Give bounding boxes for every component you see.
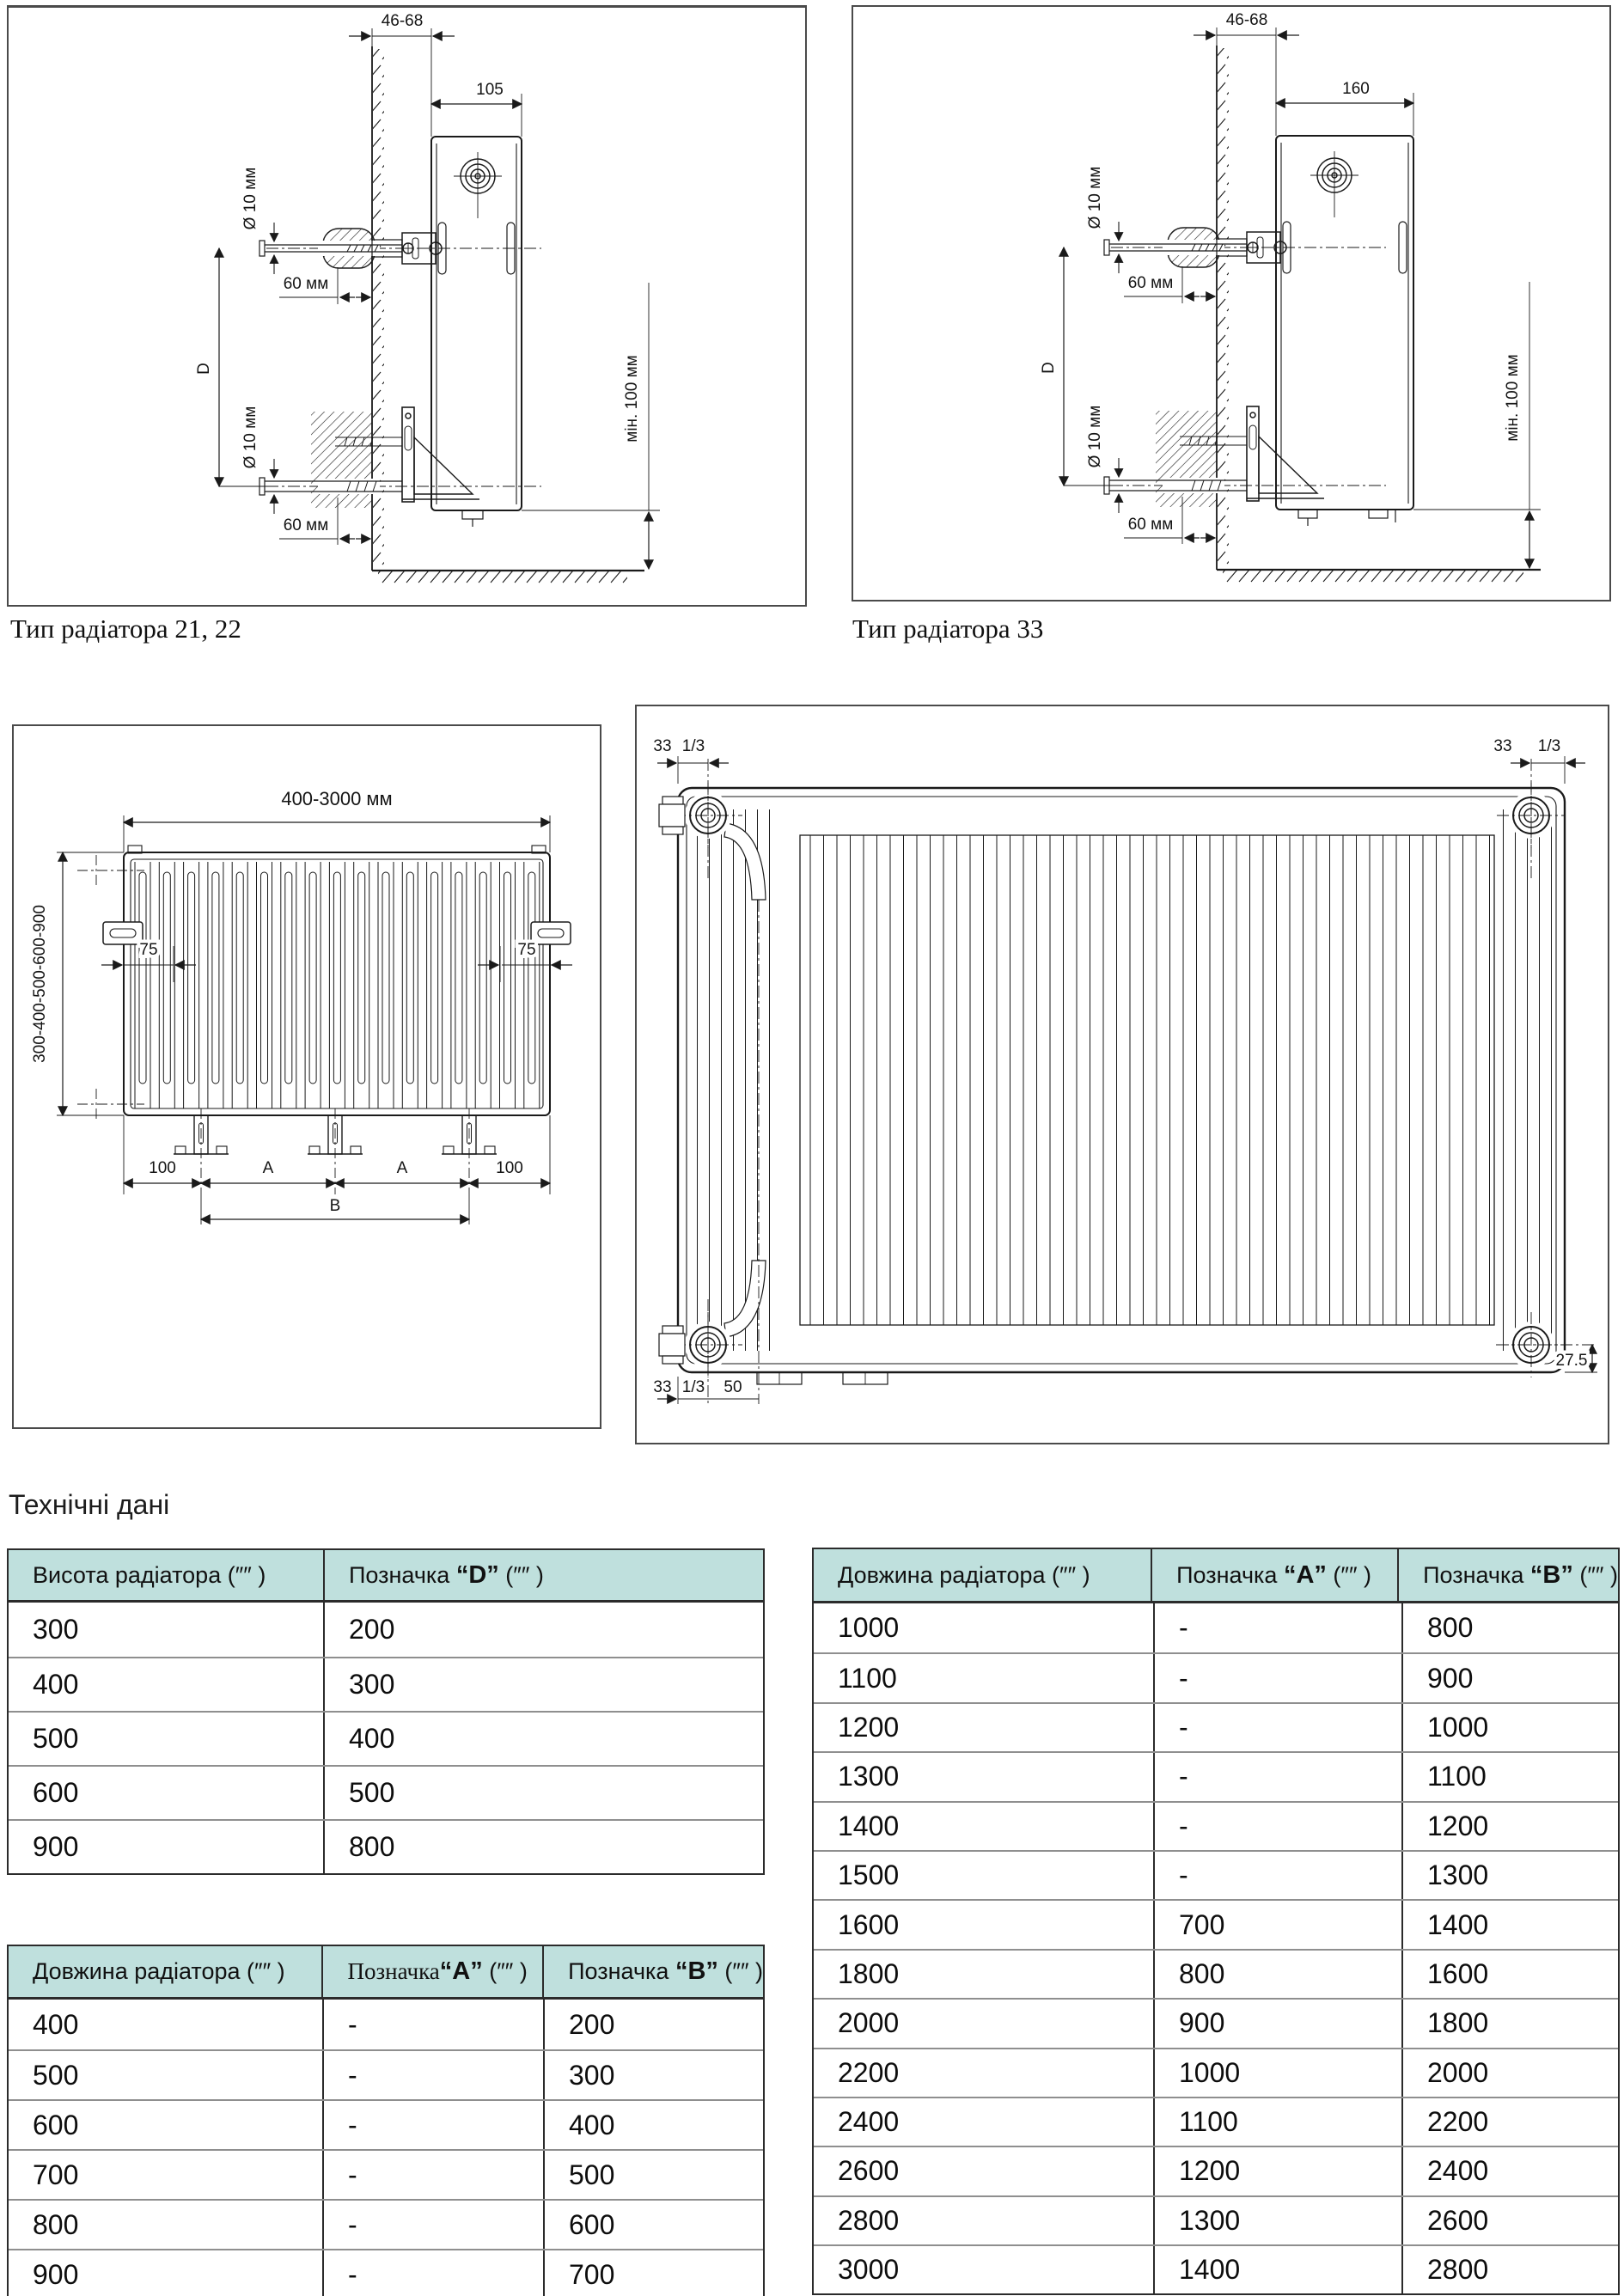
dimension-depth <box>431 94 522 137</box>
air-vent-valve <box>1310 151 1358 217</box>
table-cell: 2000 <box>1401 2049 1618 2097</box>
table-cell: - <box>1153 1654 1401 1701</box>
table-cell: 900 <box>33 2258 79 2290</box>
table-cell: - <box>322 2101 543 2149</box>
label-33-tr: 33 <box>1493 737 1512 755</box>
label-third-tl: 1/3 <box>681 737 705 755</box>
table-cell: 1800 <box>838 1957 900 1989</box>
table-row <box>814 1603 1618 1652</box>
label-anchor-depth-bottom: 60 мм <box>1127 516 1174 534</box>
label-height-mark: D <box>195 363 213 375</box>
table-cell: 1100 <box>1401 1753 1618 1800</box>
table-length-vs-ab-large <box>812 1548 1620 2295</box>
table-cell: 500 <box>323 1767 763 1819</box>
label-anchor-dia-top: Ø 10 мм <box>1086 166 1104 229</box>
table-cell: 1000 <box>1153 2049 1401 2097</box>
table-row <box>814 2097 1618 2146</box>
front-view-33-drawing <box>637 706 1604 1439</box>
label-50-bl: 50 <box>723 1378 742 1396</box>
table-cell: 2800 <box>1401 2246 1618 2293</box>
table-cell: 1300 <box>1401 1852 1618 1899</box>
radiator-side-view <box>1276 136 1413 526</box>
table-header-row <box>814 1549 1618 1603</box>
table-row <box>814 2244 1618 2293</box>
table-row <box>814 1998 1618 2047</box>
table-cell: 3000 <box>838 2254 900 2286</box>
table-row <box>9 2000 763 2049</box>
label-height-range: 300-400-500-600-900 <box>31 905 49 1063</box>
label-third-tr: 1/3 <box>1537 737 1561 755</box>
table-cell: 1400 <box>1153 2246 1401 2293</box>
table-cell: 500 <box>543 2151 763 2199</box>
table-row <box>814 2146 1618 2195</box>
table-cell: - <box>1153 1704 1401 1751</box>
bottom-bracket-assembly <box>259 407 541 508</box>
table-cell: 1000 <box>1401 1704 1618 1751</box>
table-length-vs-ab-small <box>7 1945 765 2296</box>
table-row <box>814 1949 1618 1998</box>
label-wall-gap: 46-68 <box>1225 11 1268 29</box>
label-depth: 105 <box>476 81 504 99</box>
table-row <box>9 1819 763 1873</box>
table-cell: 400 <box>33 1669 79 1700</box>
table-row <box>814 1850 1618 1899</box>
table-row <box>9 1657 763 1711</box>
table-cell: 400 <box>33 2008 79 2040</box>
label-width-range: 400-3000 мм <box>281 788 393 809</box>
diagram-front-view-mounting <box>12 724 601 1429</box>
table-cell: 700 <box>33 2159 79 2190</box>
table-header-row <box>9 1946 763 2000</box>
table-cell: 1200 <box>1401 1803 1618 1850</box>
corrugations <box>135 862 540 1108</box>
table-cell: - <box>1153 1803 1401 1850</box>
table-cell: - <box>322 2151 543 2199</box>
table-row <box>9 1603 763 1657</box>
caption-type-21-22: Тип радіатора 21, 22 <box>10 614 241 644</box>
wall-bracket-plates <box>103 922 571 944</box>
table-cell: 900 <box>33 1831 79 1862</box>
table-cell: 600 <box>33 2109 79 2140</box>
table-cell: 300 <box>323 1658 763 1711</box>
table-row <box>814 1702 1618 1751</box>
table-cell: 600 <box>33 1777 79 1808</box>
label-anchor-depth-top: 60 мм <box>1127 274 1174 292</box>
top-bracket-assembly <box>259 229 541 268</box>
column-header: Висота радіатора (″″ ) <box>33 1561 266 1588</box>
table-cell: 200 <box>323 1603 763 1657</box>
table-cell: - <box>322 2250 543 2296</box>
central-fin-field <box>800 835 1494 1325</box>
table-cell: 1200 <box>1153 2147 1401 2195</box>
table-cell: 800 <box>323 1821 763 1873</box>
label-anchor-dia-bottom: Ø 10 мм <box>1086 405 1104 468</box>
label-anchor-dia-top: Ø 10 мм <box>241 167 259 230</box>
caption-type-33: Тип радіатора 33 <box>852 614 1044 644</box>
hanger-slot <box>1399 222 1407 273</box>
table-row <box>814 2048 1618 2097</box>
dimension-depth <box>1276 93 1413 136</box>
table-cell: 2200 <box>838 2056 900 2088</box>
column-header: Позначка “B” (″″ ) <box>1397 1549 1618 1601</box>
hex-fittings <box>659 797 685 1364</box>
table-cell: 1100 <box>838 1662 897 1694</box>
label-span-a2: A <box>396 1159 408 1177</box>
label-edge-left: 100 <box>149 1159 176 1177</box>
table-cell: 900 <box>1153 2000 1401 2047</box>
diagram-side-view-type21-22 <box>7 5 807 607</box>
label-anchor-depth-top: 60 мм <box>283 275 329 293</box>
feet <box>757 1372 888 1384</box>
table-cell: - <box>322 2051 543 2099</box>
column-header: Позначка “A” (″″ ) <box>321 1946 542 1997</box>
table-cell: 2800 <box>838 2204 900 2236</box>
table-cell: - <box>322 2201 543 2249</box>
table-cell: - <box>322 2000 543 2049</box>
table-cell: - <box>1153 1852 1401 1899</box>
column-header: Довжина радіатора (″″ ) <box>838 1561 1090 1588</box>
label-height-mark: D <box>1040 362 1058 374</box>
floor-feet-brackets <box>174 1108 497 1194</box>
table-cell: 1300 <box>838 1761 900 1792</box>
table-cell: 2600 <box>1401 2197 1618 2244</box>
table-cell: 1100 <box>1153 2098 1401 2146</box>
label-anchor-depth-bottom: 60 мм <box>283 516 329 534</box>
label-span-b: B <box>329 1197 341 1215</box>
table-row <box>9 2049 763 2099</box>
table-cell: 700 <box>543 2250 763 2296</box>
dimension-height-range <box>57 852 124 1115</box>
table-row <box>814 2195 1618 2244</box>
table-row <box>9 1765 763 1819</box>
table-row <box>9 1711 763 1765</box>
label-27-5: 27.5 <box>1555 1352 1588 1370</box>
left-end-fins <box>693 809 779 1351</box>
table-cell: 400 <box>543 2101 763 2149</box>
column-header: Довжина радіатора (″″ ) <box>33 1958 285 1984</box>
radiator-front-view <box>124 846 550 1115</box>
dimension-wall-gap <box>1194 27 1299 136</box>
table-cell: 300 <box>543 2051 763 2099</box>
table-row <box>814 1899 1618 1948</box>
table-cell: 300 <box>33 1614 79 1645</box>
label-edge-right: 100 <box>496 1159 523 1177</box>
table-cell: 900 <box>1401 1654 1618 1701</box>
table-cell: 2400 <box>838 2106 900 2138</box>
center-marks <box>77 855 144 1120</box>
label-inset-right: 75 <box>517 941 536 959</box>
column-header: Позначка “B” (″″ ) <box>542 1946 763 1997</box>
label-inset-left: 75 <box>139 941 158 959</box>
side-view-drawing-21-22 <box>9 8 805 605</box>
table-row <box>9 2199 763 2249</box>
table-cell: 1500 <box>838 1859 900 1891</box>
radiator-33-front <box>678 788 1565 1372</box>
bottom-bracket-assembly <box>1104 406 1386 507</box>
table-cell: 2200 <box>1401 2098 1618 2146</box>
table-row <box>814 1652 1618 1701</box>
label-wall-gap: 46-68 <box>381 12 424 30</box>
label-span-a1: A <box>262 1159 274 1177</box>
table-cell: 1800 <box>1401 2000 1618 2047</box>
diagram-front-view-type33 <box>635 705 1609 1444</box>
table-cell: - <box>1153 1603 1401 1652</box>
table-row <box>9 2149 763 2199</box>
table-cell: 2600 <box>838 2155 900 2187</box>
table-cell: 500 <box>33 2059 79 2091</box>
table-cell: 1600 <box>1401 1951 1618 1998</box>
dimension-wall-gap <box>349 28 455 137</box>
diagram-side-view-type33 <box>852 5 1611 601</box>
table-cell: 400 <box>323 1713 763 1765</box>
right-end-fins <box>1498 809 1554 1351</box>
table-cell: 2400 <box>1401 2147 1618 2195</box>
table-cell: 800 <box>33 2208 79 2240</box>
label-depth: 160 <box>1342 80 1370 98</box>
table-cell: 1000 <box>838 1612 900 1644</box>
label-anchor-dia-bottom: Ø 10 мм <box>241 406 259 469</box>
table-cell: 200 <box>543 2000 763 2049</box>
column-header: Позначка “A” (″″ ) <box>1151 1549 1397 1601</box>
label-33-tl: 33 <box>653 737 672 755</box>
table-cell: 1400 <box>1401 1901 1618 1948</box>
table-row <box>814 1751 1618 1800</box>
label-33-bl: 33 <box>653 1378 672 1396</box>
front-view-drawing <box>14 726 596 1424</box>
section-title: Технічні дані <box>9 1489 170 1520</box>
column-header: Позначка “D” (″″ ) <box>323 1550 763 1600</box>
table-row <box>9 2249 763 2296</box>
table-cell: 1400 <box>838 1810 900 1841</box>
label-floor-clearance: мін. 100 мм <box>1504 354 1522 442</box>
floor <box>1217 570 1541 583</box>
table-cell: 2000 <box>838 2007 900 2039</box>
table-height-vs-d <box>7 1548 765 1875</box>
air-vent-valve <box>454 152 502 218</box>
table-cell: - <box>1153 1753 1401 1800</box>
table-header-row <box>9 1550 763 1603</box>
side-view-drawing-33 <box>853 7 1606 596</box>
top-bracket-assembly <box>1104 228 1386 267</box>
label-third-bl: 1/3 <box>681 1378 705 1396</box>
table-cell: 500 <box>33 1723 79 1754</box>
label-floor-clearance: мін. 100 мм <box>623 355 641 443</box>
table-row <box>814 1801 1618 1850</box>
table-cell: 800 <box>1153 1951 1401 1998</box>
table-cell: 800 <box>1401 1603 1618 1652</box>
floor <box>372 571 644 584</box>
table-cell: 1200 <box>838 1711 900 1743</box>
table-row <box>9 2099 763 2149</box>
dimension-bracket-inset <box>101 946 572 982</box>
dimension-width-range <box>124 815 550 852</box>
radiator-side-view <box>431 137 522 527</box>
table-cell: 1600 <box>838 1908 900 1940</box>
table-cell: 600 <box>543 2201 763 2249</box>
table-cell: 1300 <box>1153 2197 1401 2244</box>
table-cell: 700 <box>1153 1901 1401 1948</box>
